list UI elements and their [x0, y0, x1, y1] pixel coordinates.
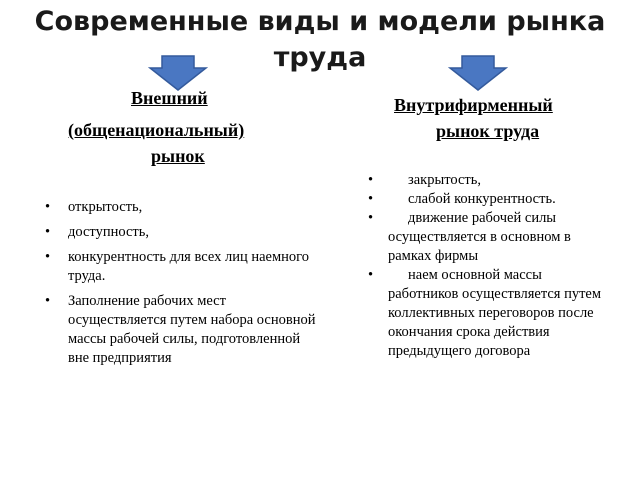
left-heading-line3: рынок: [151, 146, 205, 166]
list-item: • движение рабочей силы осуществляется в основном в рамках фирмы: [368, 210, 571, 264]
list-item: • слабой конкурентность.: [368, 191, 556, 207]
list-item: • Заполнение рабочих мест осуществляется путем набора основной массы рабочей силы, подготовленной вне предприятия: [45, 293, 316, 366]
left-feature-list: [45, 198, 318, 374]
left-down-arrow-icon: [148, 55, 208, 91]
right-down-arrow-icon: [448, 55, 508, 91]
slide-title: Современные виды и модели рынка труда: [34, 6, 606, 73]
list-item: • конкурентность для всех лиц наемного труда.: [45, 249, 310, 284]
right-heading-line2: рынок труда: [436, 121, 540, 141]
right-feature-list: [368, 171, 612, 361]
list-item: • доступность,: [45, 224, 149, 240]
left-heading-line2: (общенациональный): [68, 120, 245, 140]
list-item: • наем основной массы работников осуществляется путем коллективных переговоров после окончания срока действия предыдущего договора: [368, 267, 602, 359]
list-item: • открытость,: [45, 199, 143, 215]
list-item: • закрытость,: [368, 172, 481, 188]
left-heading-line1: Внешний: [131, 88, 208, 108]
right-heading-line1: Внутрифирменный: [394, 95, 553, 115]
